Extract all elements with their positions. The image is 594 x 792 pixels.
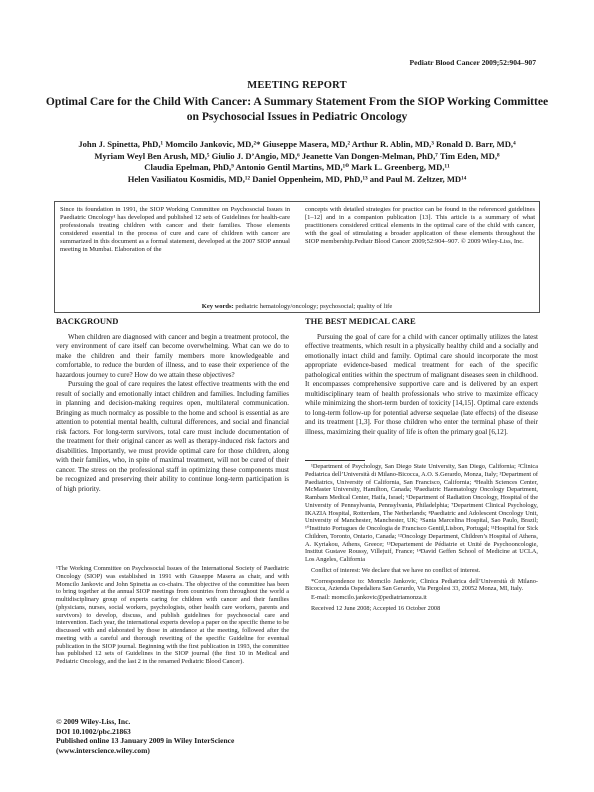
paragraph: When children are diagnosed with cancer and begin a treatment protocol, the very environment of care itself can become overwhelming. What can we do to make the children and their family members more knowledgeable and comfortable, to reduce the burden of illness, and to ease their experience of the hazardous journey to cure? How do we attain these objectives? — [56, 333, 289, 379]
published-online: Published online 13 January 2009 in Wiley InterScience — [56, 736, 235, 745]
paragraph: Pursuing the goal of care requires the latest effective treatments with the end result of socially and emotionally intact children and families. Including families in planning and decision-making requires open, multilateral communication. Bringing as much normalcy as possible to the home and school is essential as are attention to potential mental health, cultural differences, and social and financial risk factors. For long-term survivors, total care must include documentation of the treatment for their original cancer as well as therapy-induced risk factors and disabilities. Importantly, we must provide optimal care for those children, along with their families, who, in spite of maximal treatment, will not be cured of their cancer. The stress on the professional staff in optimizing these components must be recognized and preserving their ability to continue long-term participation is of high priority. — [56, 380, 289, 493]
email: E-mail: momcilo.jankovic@pediatriamonza.it — [311, 594, 427, 601]
affiliations — [305, 463, 538, 614]
paragraph: Pursuing the goal of care for a child with cancer optimally utilizes the latest effective treatments, which result in a physically healthy child and a socially and emotionally intact child and family. Optimal care should incorporate the most appropriate evidence-based medical treatment for each of the specific pathological entities within the spectrum of malignant diseases seen in childhood. It encompasses comprehensive supportive care and is delivered by an expert multidisciplinary team of health professionals who strive to maximize efficacy while minimizing the short-term burden of toxicity [14,15]. Optimal care extends to long-term follow-up for potential adverse sequelae (late effects) of the disease and its treatment [1,3]. For those children who enter the terminal phase of their illness, maximizing their quality of life is often the primary goal [6,12]. — [305, 333, 538, 436]
keywords-label: Key words: — [201, 303, 234, 310]
author-line: Myriam Weyl Ben Arush, MD,⁵ Giulio J. D’Angio, MD,⁶ Jeanette Van Dongen-Melman, PhD,⁷ Tim Eden, MD,⁸ — [94, 150, 500, 161]
author-list — [40, 139, 554, 185]
copyright: © 2009 Wiley-Liss, Inc. — [56, 717, 131, 726]
received-date: Received 12 June 2008; Accepted 16 October 2008 — [311, 604, 441, 612]
background-heading: BACKGROUND — [56, 316, 119, 326]
keywords — [54, 303, 540, 310]
best-care-body — [305, 333, 538, 437]
committee-footnote: ¹The Working Committee on Psychosocial Issues of the International Society of Paediatric Oncology (SIOP) was established in 1991 with Giuseppe Masera as chair, and with Momcilo Jankovic and John Spinetta as co-chairs. The objective of the committee has been to bring together at the annual SIOP meetings from countries from throughout the world a multidisciplinary group of experts caring for children with cancer and their families (physicians, nurses, social workers, psychologists, other health care workers, parents and survivors) to develop, discuss, and publish guidelines for psychosocial care and intervention. Each year, the international experts develop a paper on the specific theme to be discussed with and elaborated by those in attendance at the meeting, followed after the meeting with a careful and thorough rewriting of the specific Guideline for eventual publication in the SIOP journal. Beginning with the first publication in 1993, the committee has published 12 sets of Guidelines in the SIOP journal (the first 10 in Medical and Pediatric Oncology, and the last 2 in the renamed Pediatric Blood Cancer). — [56, 565, 289, 665]
article-title: Optimal Care for the Child With Cancer: A Summary Statement From the SIOP Working Committee on Psychosocial Issues in Pediatric Oncology — [45, 95, 549, 123]
website: (www.interscience.wiley.com) — [56, 745, 150, 755]
journal-reference: Pediatr Blood Cancer 2009;52:904–907 — [409, 58, 536, 67]
footnote-divider — [305, 460, 365, 461]
background-body — [56, 333, 289, 494]
abstract-left: Since its foundation in 1991, the SIOP Working Committee on Psychosocial Issues in Paediatric Oncology¹ has developed and published 12 sets of Guidelines for health-care professionals treating children with cancer and their families. Those elements considered essential in the process of cure and care of children with cancer are summarized in this document as a formal statement, developed at the 2007 SIOP annual meeting in Mumbai. Elaboration of the — [60, 206, 290, 254]
correspondence: *Correspondence to: Momcilo Jankovic, Clinica Pediatrica dell’Università di Milano-Bicocca, Azienda Ospedaliera San Gerardo, Via Pergolesi 33, 20052 Monza, MI, Italy. — [305, 577, 538, 593]
best-care-heading: THE BEST MEDICAL CARE — [305, 316, 416, 326]
author-line: Helen Vasiliatou Kosmidis, MD,¹² Daniel Oppenheim, MD, PhD,¹³ and Paul M. Zeltzer, MD¹⁴ — [127, 173, 467, 184]
author-line: Claudia Epelman, PhD,⁹ Antonio Gentil Martins, MD,¹⁰ Mark L. Greenberg, MD,¹¹ — [144, 162, 450, 173]
conflict-of-interest: Conflict of interest: We declare that we have no conflict of interest. — [311, 566, 481, 574]
report-type: MEETING REPORT — [247, 80, 347, 91]
publication-info — [56, 717, 306, 755]
doi: DOI 10.1002/pbc.21863 — [56, 726, 131, 736]
affiliations-text: ¹Department of Psychology, San Diego State University, San Diego, California; ²Clinica Pediatrica dell’Università di Milano-Bicocca, A.O. S.Gerardo, Monza, Italy; ³Department of Paediatrics, University of California, San Francisco, California; ⁴Health Sciences Center, McMaster University, Hamilton, Canada; ⁵Paediatric Haematology Oncology Department, Rambam Medical Center, Haifa, Israel; ⁶Department of Radiation Oncology, Hospital of the University of Pennsylvania, Pennsylvania, Philadelphia; ⁷Department Clinical Psychology, IKAZIA Hospital, Rotterdam, The Netherlands; ⁸Paediatric and Adolescent Oncology Unit, University of Manchester, Manchester, UK; ⁹Santa Marcelina Hospital, Sao Paulo, Brazil; ¹⁰Instituto Portugues de Oncologia de Francisco Gentil,Lisbon, Portugal; ¹¹Hospital for Sick Children, Toronto, Ontario, Canada; ¹²Oncology Department, Children’s Hospital of Athens, A. Kyriakou, Athens, Greece; ¹³Departement de Pédiatrie et Unité de Psychooncologie, Institut Gustave Roussy, Villejuif, France; ¹⁴David Geffen School of Medicine at UCLA, Los Angeles, California — [305, 463, 538, 563]
abstract-right: concepts with detailed strategies for practice can be found in the referenced guidelines [1–12] and in a companion publication [13]. This article is a summary of what practitioners considered critical elements in the optimal care of the child with cancer, with the goal of stimulating a broader application of these elements throughout the SIOP membership.Pediatr Blood Cancer 2009;52:904–907. © 2009 Wiley-Liss, Inc. — [305, 206, 535, 246]
keywords-text: pediatric hematology/oncology; psychosocial; quality of life — [235, 303, 393, 310]
author-line: John J. Spinetta, PhD,¹ Momcilo Jankovic, MD,²* Giuseppe Masera, MD,² Arthur R. Ablin, MD,³ Ronald D. Barr, MD,⁴ — [78, 139, 516, 149]
